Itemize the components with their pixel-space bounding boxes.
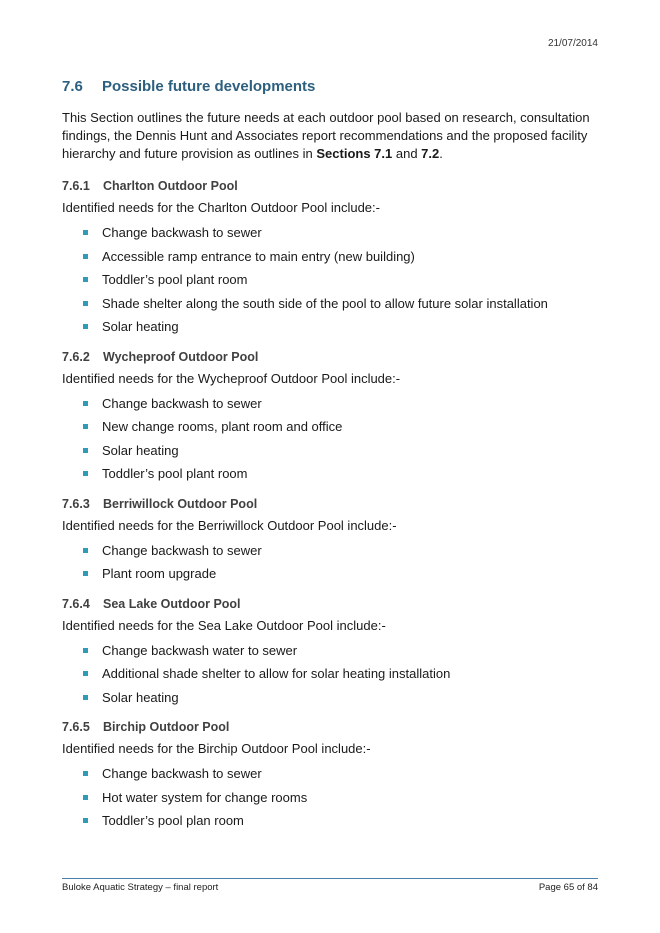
square-bullet-icon (83, 571, 88, 576)
square-bullet-icon (83, 277, 88, 282)
list-item (62, 562, 602, 586)
intro-and: and (392, 146, 422, 161)
list-item-text: Additional shade shelter to allow for solar heating installation (102, 666, 451, 682)
bullet-list (62, 639, 602, 710)
square-bullet-icon (83, 301, 88, 306)
document-date: 21/07/2014 (547, 38, 598, 49)
list-item-text: Accessible ramp entrance to main entry (new building) (102, 248, 415, 264)
subsections-list (62, 179, 602, 833)
list-item-text: Change backwash to sewer (102, 766, 262, 782)
list-item (62, 539, 602, 563)
list-item-text: Change backwash to sewer (102, 225, 262, 241)
subsection-number: 7.6.3 (62, 496, 90, 511)
subsection-title: Wycheproof Outdoor Pool (103, 349, 259, 364)
section-heading (62, 78, 602, 95)
square-bullet-icon (83, 401, 88, 406)
list-item (62, 809, 602, 833)
subsection-lead: Identified needs for the Berriwillock Outdoor Pool include:- (62, 517, 397, 533)
square-bullet-icon (83, 254, 88, 259)
list-item-text: Solar heating (102, 442, 179, 458)
subsection-title: Birchip Outdoor Pool (103, 720, 230, 734)
subsection-lead: Identified needs for the Birchip Outdoor Pool include:- (62, 741, 371, 756)
intro-text: This Section outlines the future needs at each outdoor pool based on research, consultation findings, the Dennis Hunt and Associates report recommendations and the proposed facility hierarchy and future provision as outlines in (62, 110, 590, 161)
footer-rule (62, 878, 598, 879)
subsection-heading (62, 350, 602, 364)
list-item-text: Toddler’s pool plant room (102, 466, 248, 482)
list-item-text: Change backwash to sewer (102, 395, 262, 411)
list-item (62, 762, 602, 786)
square-bullet-icon (83, 448, 88, 453)
list-item (62, 245, 602, 269)
subsection (62, 179, 602, 339)
intro-end: . (439, 146, 443, 161)
footer-document-title: Buloke Aquatic Strategy – final report (62, 882, 219, 893)
subsection-lead: Identified needs for the Wycheproof Outdoor Pool include:- (62, 370, 401, 386)
list-item (62, 439, 602, 463)
subsection-number: 7.6.4 (62, 596, 90, 611)
list-item-text: Solar heating (102, 319, 179, 335)
square-bullet-icon (83, 471, 88, 476)
list-item-text: Hot water system for change rooms (102, 789, 308, 805)
square-bullet-icon (83, 695, 88, 700)
subsection-lead: Identified needs for the Charlton Outdoor Pool include:- (62, 200, 380, 215)
subsection (62, 597, 602, 710)
square-bullet-icon (83, 795, 88, 800)
subsection-heading (62, 497, 602, 511)
list-item (62, 268, 602, 292)
subsection-heading (62, 720, 602, 734)
square-bullet-icon (83, 324, 88, 329)
page-content (62, 78, 602, 844)
square-bullet-icon (83, 648, 88, 653)
list-item-text: Change backwash water to sewer (102, 642, 298, 658)
square-bullet-icon (83, 818, 88, 823)
subsection-heading (62, 179, 602, 193)
list-item (62, 662, 602, 686)
bullet-list (62, 221, 602, 339)
section-intro (62, 109, 602, 163)
square-bullet-icon (83, 424, 88, 429)
list-item (62, 462, 602, 486)
bullet-list (62, 762, 602, 833)
section-title: Possible future developments (102, 78, 316, 95)
list-item (62, 686, 602, 710)
list-item-text: New change rooms, plant room and office (102, 419, 343, 435)
subsection-lead: Identified needs for the Sea Lake Outdoor Pool include:- (62, 617, 386, 633)
subsection (62, 350, 602, 486)
list-item (62, 639, 602, 663)
intro-ref-7-2: 7.2 (421, 146, 440, 161)
subsection (62, 497, 602, 586)
subsection-heading (62, 597, 602, 611)
list-item-text: Shade shelter along the south side of the pool to allow future solar installation (102, 295, 548, 311)
square-bullet-icon (83, 230, 88, 235)
list-item-text: Toddler’s pool plant room (102, 272, 248, 288)
list-item-text: Change backwash to sewer (102, 542, 262, 558)
list-item (62, 415, 602, 439)
square-bullet-icon (83, 548, 88, 553)
intro-ref-7-1: Sections 7.1 (316, 146, 393, 161)
list-item (62, 786, 602, 810)
subsection-title: Berriwillock Outdoor Pool (103, 496, 258, 511)
subsection-title: Sea Lake Outdoor Pool (103, 596, 241, 611)
footer-page-number: Page 65 of 84 (538, 882, 598, 893)
list-item-text: Solar heating (102, 689, 179, 705)
subsection-number: 7.6.2 (62, 349, 90, 364)
square-bullet-icon (83, 671, 88, 676)
subsection (62, 720, 602, 833)
list-item (62, 315, 602, 339)
subsection-title: Charlton Outdoor Pool (103, 179, 238, 193)
list-item (62, 221, 602, 245)
bullet-list (62, 539, 602, 586)
bullet-list (62, 392, 602, 486)
square-bullet-icon (83, 771, 88, 776)
subsection-number: 7.6.1 (62, 179, 90, 193)
list-item (62, 292, 602, 316)
list-item-text: Toddler’s pool plan room (102, 813, 244, 829)
list-item (62, 392, 602, 416)
section-number: 7.6 (62, 78, 83, 95)
list-item-text: Plant room upgrade (102, 566, 217, 582)
subsection-number: 7.6.5 (62, 720, 90, 734)
